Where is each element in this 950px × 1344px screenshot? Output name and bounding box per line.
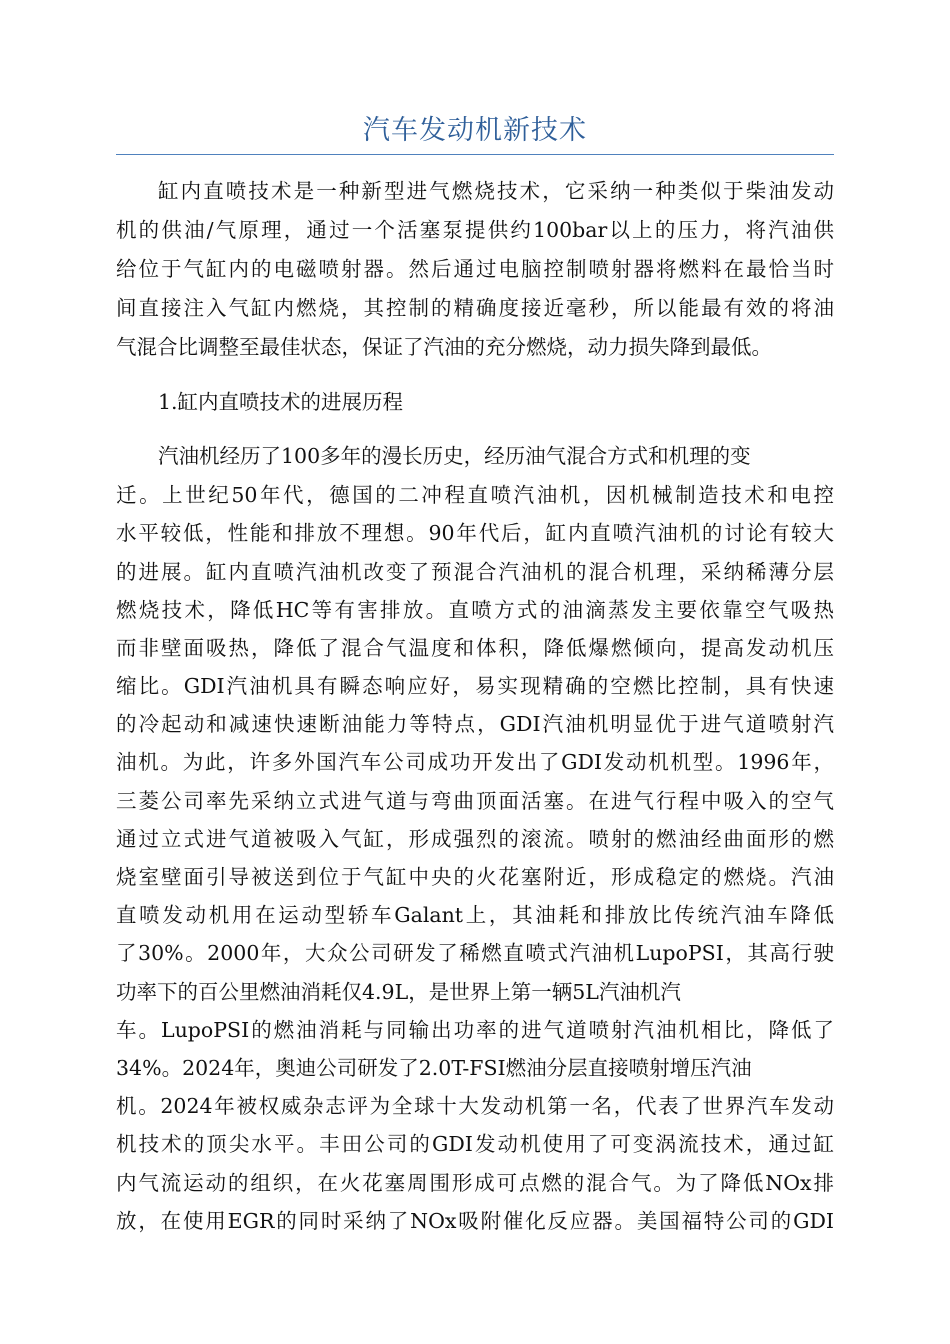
paragraph-line: 的冷起动和减速快速断油能力等特点，GDI汽油机明显优于进气道喷射汽 xyxy=(116,712,834,736)
paragraph-line: 机技术的顶尖水平。丰田公司的GDI发动机使用了可变涡流技术，通过缸 xyxy=(116,1132,834,1156)
paragraph-line: 车。LupoPSI的燃油消耗与同输出功率的进气道喷射汽油机相比，降低了 xyxy=(116,1018,834,1042)
paragraph-line: 缸内直喷技术是一种新型进气燃烧技术，它采纳一种类似于柴油发动 xyxy=(158,179,834,203)
paragraph-line: 油机。为此，许多外国汽车公司成功开发出了GDI发动机机型。1996年， xyxy=(116,750,834,774)
paragraph-line: 功率下的百公里燃油消耗仅4.9L，是世界上第一辆5L汽油机汽 xyxy=(116,980,681,1004)
title-underline xyxy=(116,154,834,155)
paragraph-line: 间直接注入气缸内燃烧，其控制的精确度接近毫秒，所以能最有效的将油 xyxy=(116,296,834,320)
paragraph-line: 了30%。2000年，大众公司研发了稀燃直喷式汽油机LupoPSI，其高行驶 xyxy=(116,941,834,965)
paragraph-line: 34%。2024年，奥迪公司研发了2.0T-FSI燃油分层直接喷射增压汽油 xyxy=(116,1056,752,1080)
paragraph-line: 汽油机经历了100多年的漫长历史，经历油气混合方式和机理的变 xyxy=(158,444,751,468)
paragraph-line: 迁。上世纪50年代，德国的二冲程直喷汽油机，因机械制造技术和电控 xyxy=(116,483,834,507)
paragraph-line: 而非壁面吸热，降低了混合气温度和体积，降低爆燃倾向，提高发动机压 xyxy=(116,636,834,660)
paragraph-line: 烧室壁面引导被送到位于气缸中央的火花塞附近，形成稳定的燃烧。汽油 xyxy=(116,865,834,889)
paragraph-line: 水平较低，性能和排放不理想。90年代后，缸内直喷汽油机的讨论有较大 xyxy=(116,521,834,545)
paragraph-line: 机的供油/气原理，通过一个活塞泵提供约100bar以上的压力，将汽油供 xyxy=(116,218,834,242)
paragraph-line: 给位于气缸内的电磁喷射器。然后通过电脑控制喷射器将燃料在最恰当时 xyxy=(116,257,834,281)
paragraph-line: 直喷发动机用在运动型轿车Galant上，其油耗和排放比传统汽油车降低 xyxy=(116,903,834,927)
document-title: 汽车发动机新技术 xyxy=(363,115,587,146)
paragraph-line: 燃烧技术，降低HC等有害排放。直喷方式的油滴蒸发主要依靠空气吸热 xyxy=(116,598,834,622)
paragraph-line: 三菱公司率先采纳立式进气道与弯曲顶面活塞。在进气行程中吸入的空气 xyxy=(116,789,834,813)
paragraph-line: 的进展。缸内直喷汽油机改变了预混合汽油机的混合机理，采纳稀薄分层 xyxy=(116,560,834,584)
paragraph-line: 缩比。GDI汽油机具有瞬态响应好，易实现精确的空燃比控制，具有快速 xyxy=(116,674,834,698)
paragraph-line: 机。2024年被权威杂志评为全球十大发动机第一名，代表了世界汽车发动 xyxy=(116,1094,834,1118)
paragraph-line: 气混合比调整至最佳状态，保证了汽油的充分燃烧，动力损失降到最低。 xyxy=(116,335,772,359)
paragraph-line: 放，在使用EGR的同时采纳了NOx吸附催化反应器。美国福特公司的GDI xyxy=(116,1209,834,1233)
section-heading: 1.缸内直喷技术的进展历程 xyxy=(158,390,404,414)
paragraph-line: 通过立式进气道被吸入气缸，形成强烈的滚流。喷射的燃油经曲面形的燃 xyxy=(116,827,834,851)
paragraph-line: 内气流运动的组织，在火花塞周围形成可点燃的混合气。为了降低NOx排 xyxy=(116,1171,834,1195)
